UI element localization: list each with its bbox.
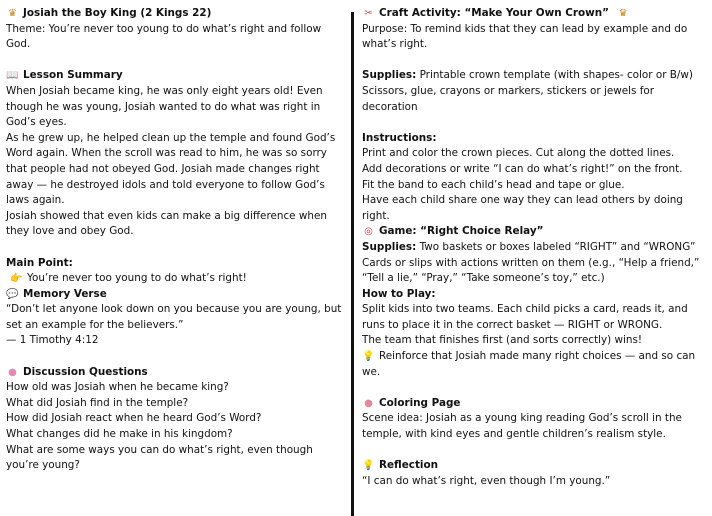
lightbulb-icon: 💡: [362, 351, 375, 363]
lesson-summary-heading: 📖 Lesson Summary: [6, 68, 344, 84]
coloring-heading: ● Coloring Page: [362, 396, 706, 412]
column-divider: [351, 12, 354, 516]
target-icon: ◎: [364, 226, 373, 238]
discussion-heading: ● Discussion Questions: [6, 365, 344, 381]
lesson-paragraph: As he grew up, he helped clean up the temple and found God’s Word again. When the scroll was read to him, he was so sorry that people had not obeyed God. Josiah made changes right away — he destroyed idols and told everyone to follow God’s laws again.: [6, 131, 336, 207]
scissors-icon: ✂: [364, 8, 373, 19]
coloring-text: Scene idea: Josiah as a young king reading God’s scroll in the temple, with kind eyes and gentle children’s realism style.: [362, 412, 682, 441]
main-point-text: 👉 You’re never too young to do what’s right!: [6, 271, 344, 287]
discussion-question: What are some ways you can do what’s right, even though you’re young?: [6, 443, 313, 472]
how-to-play-heading: How to Play:: [362, 287, 436, 300]
discussion-question: What changes did he make in his kingdom?: [6, 428, 233, 441]
instruction-step: Add decorations or write “I can do what’s right!” on the front.: [362, 162, 683, 175]
book-icon: 📖: [6, 70, 19, 82]
reflection-heading: 💡 Reflection: [362, 458, 706, 474]
memory-verse-reference: — 1 Timothy 4:12: [6, 334, 99, 347]
left-column: [6, 6, 344, 474]
reflection-text: “I can do what’s right, even though I’m young.”: [362, 474, 611, 487]
craft-heading: ✂ Craft Activity: “Make Your Own Crown” ♛: [362, 6, 706, 22]
lesson-paragraph: When Josiah became king, he was only eight years old! Even though he was young, Josiah wanted to do what was right in God’s eyes.: [6, 84, 323, 129]
speech-bubble-icon: 💬: [6, 288, 19, 300]
theme-text: Theme: You’re never too young to do what’s right and follow God.: [6, 22, 322, 51]
how-to-play-step: Split kids into two teams. Each child picks a card, reads it, and runs to place it in the correct basket — RIGHT or WRONG.: [362, 303, 688, 331]
discussion-question: How old was Josiah when he became king?: [6, 381, 229, 394]
memory-verse-heading: 💬 Memory Verse: [6, 287, 344, 303]
palette-icon: ●: [364, 397, 373, 409]
craft-purpose: Purpose: To remind kids that they can lead by example and do what’s right.: [362, 22, 688, 51]
discussion-question: How did Josiah react when he heard God’s Word?: [6, 412, 262, 425]
crown-icon: ♛: [618, 8, 628, 19]
discussion-question: What did Josiah find in the temple?: [6, 396, 189, 409]
craft-supplies: Supplies: Printable crown template (with shapes- color or B/w) Scissors, glue, crayons or markers, stickers or jewels for decoration: [362, 69, 693, 113]
instructions-heading: Instructions:: [362, 131, 437, 144]
game-heading: ◎ Game: “Right Choice Relay”: [362, 224, 706, 240]
instruction-step: Print and color the crown pieces. Cut along the dotted lines.: [362, 147, 675, 160]
instruction-step: Have each child share one way they can lead others by doing right.: [362, 194, 683, 222]
lesson-paragraph: Josiah showed that even kids can make a big difference when they love and obey God.: [6, 209, 327, 238]
how-to-play-step: The team that finishes first (and sorts correctly) wins!: [362, 334, 643, 347]
right-column: [362, 6, 706, 489]
lightbulb-icon: 💡: [362, 460, 375, 472]
crown-icon: ♛: [8, 8, 17, 19]
lesson-title: ♛ Josiah the Boy King (2 Kings 22): [6, 6, 344, 22]
memory-verse-text: “Don’t let anyone look down on you because you are young, but set an example for the believers.”: [6, 303, 342, 331]
instruction-step: Fit the band to each child’s head and tape or glue.: [362, 178, 625, 191]
main-point-heading: Main Point:: [6, 256, 73, 269]
game-supplies: Supplies: Two baskets or boxes labeled “RIGHT” and “WRONG” Cards or slips with actions written on them (e.g., “Help a friend,” “Tell a lie,” “Pray,” “Take someone’s toy,” etc.): [362, 240, 700, 285]
pointing-hand-icon: 👉: [10, 273, 23, 285]
game-tip: 💡 Reinforce that Josiah made many right choices — and so can we.: [362, 350, 696, 378]
brain-icon: ●: [8, 366, 17, 378]
